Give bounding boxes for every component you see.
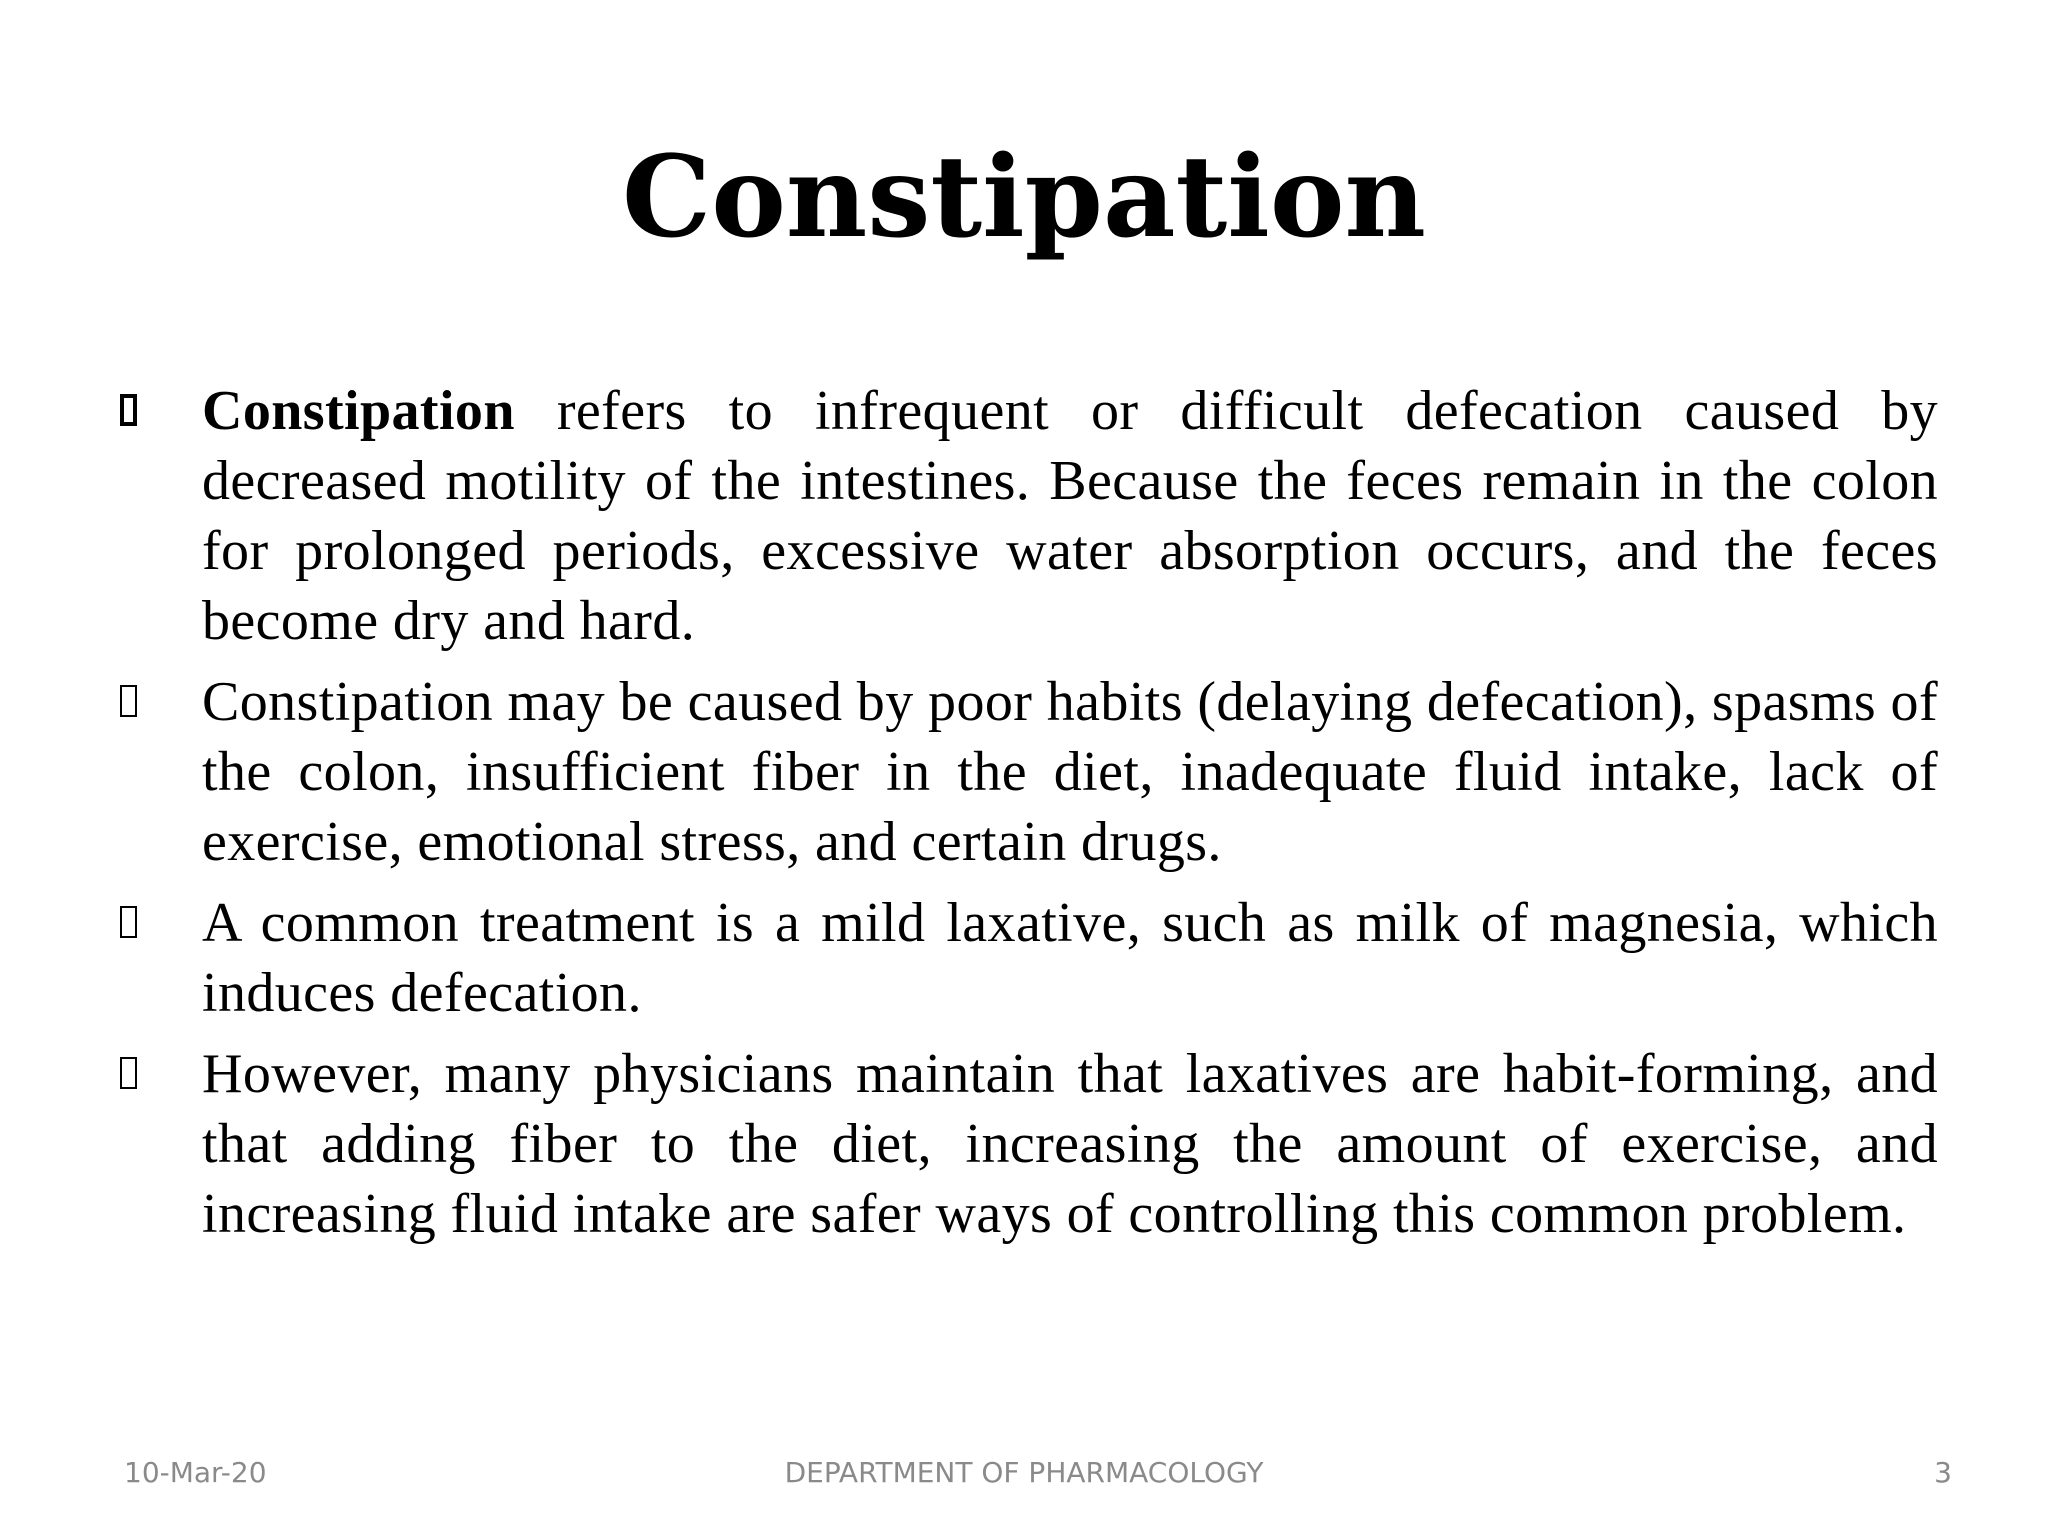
- slide-title: Constipation: [622, 132, 1426, 263]
- bullet-item: [120, 1039, 1938, 1249]
- bullet-item: [120, 376, 1938, 656]
- square-bullet-icon: [120, 394, 137, 426]
- footer-department: DEPARTMENT OF PHARMACOLOGY: [784, 1456, 1264, 1489]
- bullet-term: Constipation: [202, 380, 515, 442]
- bullet-text: However, many physicians maintain that laxatives are habit-forming, and that adding fiber to the diet, increasing the amount of exercise, and increasing fluid intake are safer ways of controlling this common problem.: [202, 1043, 1938, 1245]
- square-bullet-icon: [120, 906, 137, 938]
- bullet-item: [120, 888, 1938, 1028]
- bullet-text: refers to infrequent or difficult defecation caused by decreased motility of the intestines. Because the feces remain in the colon for prolonged periods, excessive water absorption occurs, and the feces become dry and hard.: [202, 380, 1938, 652]
- footer-date: 10-Mar-20: [124, 1456, 267, 1489]
- bullet-item: [120, 667, 1938, 877]
- bullet-text: A common treatment is a mild laxative, such as milk of magnesia, which induces defecation.: [202, 892, 1938, 1024]
- footer-page-number: 3: [1934, 1456, 1952, 1489]
- square-bullet-icon: [120, 685, 137, 717]
- bullet-list: [120, 376, 1938, 1260]
- square-bullet-icon: [120, 1057, 137, 1089]
- bullet-text: Constipation may be caused by poor habits (delaying defecation), spasms of the colon, insufficient fiber in the diet, inadequate fluid intake, lack of exercise, emotional stress, and certain drugs.: [202, 671, 1938, 873]
